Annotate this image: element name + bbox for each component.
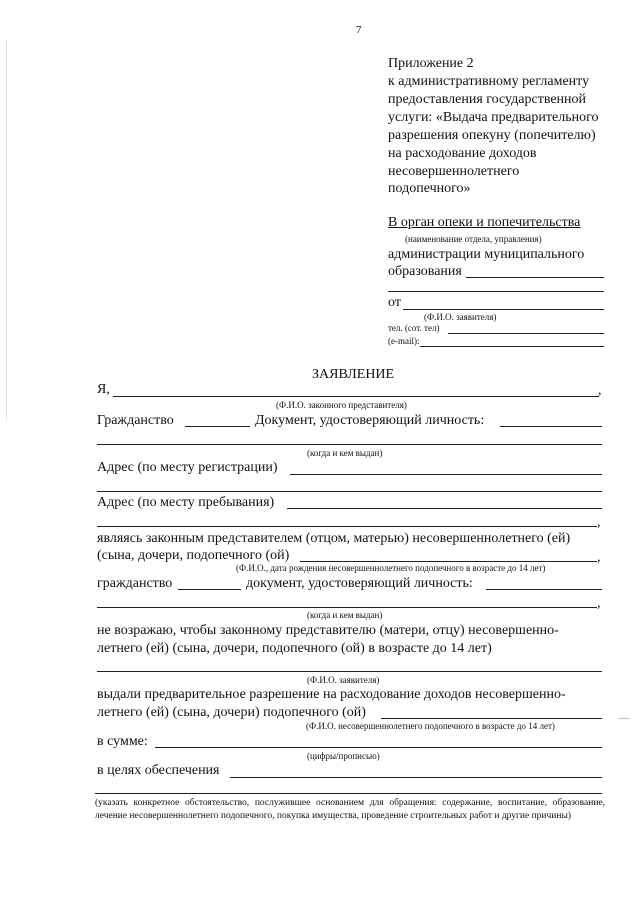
citizenship2-label: гражданство (97, 576, 173, 591)
minor-hint: (Ф.И.О. несовершеннолетнего подопечного в возрасте до 14 лет) (306, 721, 555, 731)
addressee-to-label: В орган опеки и попечительства (388, 215, 581, 230)
appendix-line: подопечного» (388, 181, 471, 196)
page-number: 7 (356, 24, 362, 36)
id-doc-field-2[interactable] (97, 444, 602, 445)
stay-address-label: Адрес (по месту пребывания) (97, 495, 275, 510)
appendix-line: предоставления государственной (388, 92, 587, 107)
appendix-line: услуги: «Выдача предварительного (388, 110, 599, 125)
addressee-admin-line: администрации муниципального (388, 247, 585, 262)
appendix-line: несовершеннолетнего (388, 164, 520, 179)
scan-edge-mark (618, 718, 630, 719)
comma: , (597, 515, 601, 530)
appendix-line: разрешения опекуну (попечителю) (388, 128, 596, 143)
purpose-field[interactable] (230, 777, 602, 778)
sum-label: в сумме: (97, 734, 148, 749)
id-doc-label: Документ, удостоверяющий личность: (255, 413, 485, 428)
citizenship-field[interactable] (185, 426, 250, 427)
email-field[interactable] (420, 346, 604, 347)
issued-permit-line: выдали предварительное разрешение на расходование доходов несовершенно- (97, 687, 566, 702)
addressee-from-hint: (Ф.И.О. заявителя) (424, 312, 497, 322)
page-title: ЗАЯВЛЕНИЕ (312, 367, 395, 382)
minor-name-field[interactable] (381, 718, 602, 719)
citizenship-label: Гражданство (97, 413, 174, 428)
child-hint: (Ф.И.О., дата рождения несовершеннолетнего подопечного в возрасте до 14 лет) (236, 563, 546, 573)
reg-address-field-2[interactable] (97, 491, 602, 492)
appendix-line: Приложение 2 (388, 56, 474, 71)
from-field[interactable] (403, 309, 604, 310)
comma: , (598, 383, 602, 398)
comma: , (597, 550, 601, 565)
purpose-field-2[interactable] (95, 793, 602, 794)
issued-permit-line: летнего (ей) (сына, дочери) подопечного (ой) (97, 705, 366, 720)
phone-field[interactable] (448, 333, 604, 334)
rep-hint: (Ф.И.О. законного представителя) (276, 400, 407, 410)
sum-field[interactable] (155, 747, 602, 748)
addressee-formation-label: образования (388, 264, 462, 279)
no-objection-line: не возражаю, чтобы законному представителю (матери, отцу) несовершенно- (97, 623, 559, 638)
stay-address-field[interactable] (287, 508, 602, 509)
child-field[interactable] (300, 561, 597, 562)
appendix-line: к административному регламенту (388, 74, 590, 89)
citizenship2-field[interactable] (178, 589, 241, 590)
sum-hint: (цифры/прописью) (307, 751, 380, 761)
id-doc2-field[interactable] (486, 589, 602, 590)
son-daughter-label: (сына, дочери, подопечного (ой) (97, 548, 290, 563)
purpose-note: (указать конкретное обстоятельство, послужившее основанием для обращения: содержание, воспитание, образование, лечение несовершеннолетнего подопечного, покупка имущества, проведение строительных работ и другие причины) (95, 798, 605, 821)
id-doc2-label: документ, удостоверяющий личность: (246, 576, 473, 591)
appendix-line: на расходование доходов (388, 146, 537, 161)
i-label: Я, (97, 382, 110, 397)
reg-address-field[interactable] (290, 474, 602, 475)
id-doc2-field-2[interactable] (97, 607, 597, 608)
being-rep-text: являясь законным представителем (отцом, матерью) несовершеннолетнего (ей) (97, 531, 571, 546)
comma: , (597, 596, 601, 611)
purpose-label: в целях обеспечения (97, 763, 220, 778)
addressee-phone-label: тел. (сот. тел) (388, 323, 440, 333)
no-objection-line: летнего (ей) (сына, дочери, подопечного (ой) в возрасте до 14 лет) (97, 641, 492, 656)
reg-address-label: Адрес (по месту регистрации) (97, 460, 278, 475)
scan-edge-mark (6, 40, 7, 420)
addressee-from-label: от (388, 295, 401, 310)
issued2-hint: (когда и кем выдан) (307, 610, 383, 620)
rep-name-field[interactable] (113, 396, 599, 397)
formation-field-2[interactable] (388, 291, 604, 292)
id-doc-field[interactable] (500, 426, 602, 427)
issued-hint: (когда и кем выдан) (307, 448, 383, 458)
applicant-hint: (Ф.И.О. заявителя) (307, 675, 380, 685)
addressee-to-hint: (наименование отдела, управления) (405, 234, 542, 244)
stay-address-field-2[interactable] (97, 526, 597, 527)
formation-field[interactable] (466, 277, 604, 278)
applicant-name-field[interactable] (97, 671, 602, 672)
addressee-email-label: (e-mail): (388, 336, 420, 346)
